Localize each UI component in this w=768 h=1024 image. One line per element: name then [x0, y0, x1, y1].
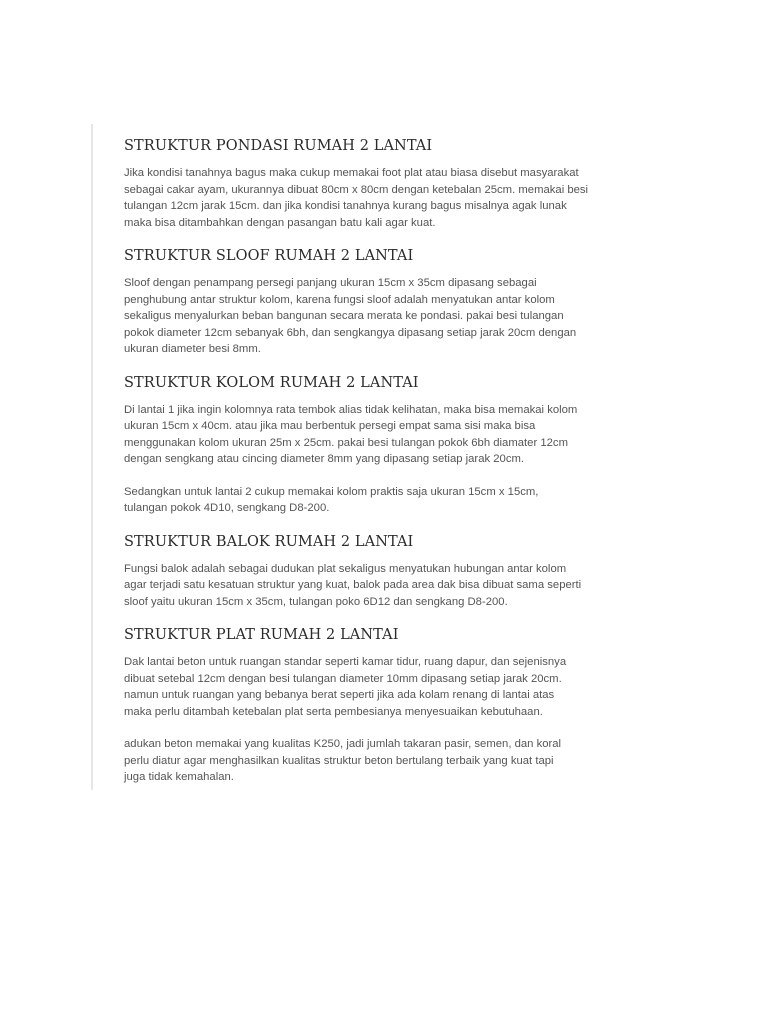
section-paragraph: Dak lantai beton untuk ruangan standar seperti kamar tidur, ruang dapur, dan sejenisnya dibuat setebal 12cm dengan besi tulangan diameter 10mm dipasang setiap jarak 20cm. namun untuk ruangan yang bebanya berat seperti jika ada kolam renang di lantai atas maka perlu ditambah ketebalan plat serta pembesianya menyesuaikan kebutuhaan.: [124, 656, 567, 718]
section-sloof: [124, 246, 614, 358]
section-heading: STRUKTUR SLOOF RUMAH 2 LANTAI: [124, 248, 414, 264]
section-balok: [124, 532, 614, 611]
section-plat: [124, 625, 614, 786]
section-paragraph: Sloof dengan penampang persegi panjang ukuran 15cm x 35cm dipasang sebagai penghubung antar struktur kolom, karena fungsi sloof adalah menyatukan antar kolom sekaligus menyalurkan beban bangunan secara merata ke pondasi. pakai besi tulangan pokok diameter 12cm sebanyak 6bh, dan sengkangya dipasang setiap jarak 20cm dengan ukuran diameter besi 8mm.: [124, 277, 577, 355]
section-heading: STRUKTUR PLAT RUMAH 2 LANTAI: [124, 627, 399, 643]
section-paragraph: Sedangkan untuk lantai 2 cukup memakai kolom praktis saja ukuran 15cm x 15cm, tulangan pokok 4D10, sengkang D8-200.: [124, 485, 539, 514]
section-paragraph: Jika kondisi tanahnya bagus maka cukup memakai foot plat atau biasa disebut masyarakat sebagai cakar ayam, ukurannya dibuat 80cm x 80cm dengan ketebalan 25cm. memakai besi tulangan 12cm jarak 15cm. dan jika kondisi tanahnya kurang bagus misalnya agak lunak maka bisa ditambahkan dengan pasangan batu kali agar kuat.: [124, 167, 589, 229]
section-pondasi: [124, 136, 614, 231]
section-heading: STRUKTUR PONDASI RUMAH 2 LANTAI: [124, 138, 433, 154]
article-content: [124, 136, 614, 786]
section-paragraph: Di lantai 1 jika ingin kolomnya rata tembok alias tidak kelihatan, maka bisa memakai kolom ukuran 15cm x 40cm. atau jika mau berbentuk persegi empat sama sisi maka bisa menggunakan kolom ukuran 25m x 25cm. pakai besi tulangan pokok 6bh diamater 12cm dengan sengkang atau cincing diameter 8mm yang dipasang setiap jarak 20cm.: [124, 403, 578, 465]
section-kolom: [124, 373, 614, 517]
section-heading: STRUKTUR BALOK RUMAH 2 LANTAI: [124, 533, 414, 550]
article-left-border: [91, 124, 93, 790]
section-paragraph: adukan beton memakai yang kualitas K250, jadi jumlah takaran pasir, semen, dan koral perlu diatur agar menghasilkan kualitas struktur beton bertulang terbaik yang kuat tapi juga tidak kemahalan.: [124, 738, 562, 783]
section-paragraph: Fungsi balok adalah sebagai dudukan plat sekaligus menyatukan hubungan antar kolom agar terjadi satu kesatuan struktur yang kuat, balok pada area dak bisa dibuat sama seperti sloof yaitu ukuran 15cm x 35cm, tulangan poko 6D12 dan sengkang D8-200.: [124, 562, 582, 608]
section-heading: STRUKTUR KOLOM RUMAH 2 LANTAI: [124, 374, 419, 391]
